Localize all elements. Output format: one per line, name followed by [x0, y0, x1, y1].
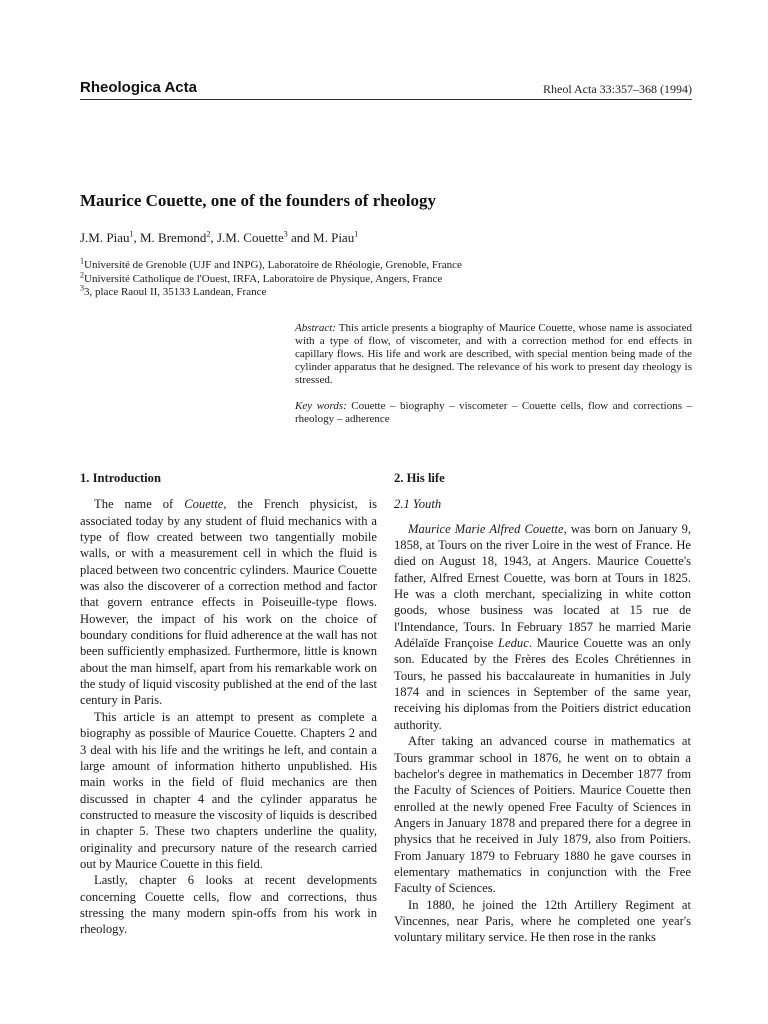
paragraph-text: . Maurice Couette was an only son. Educated by the Frères des Ecoles Chrétiennes in Tours, he passed his baccalaureate in humanities in July 1874 and in sciences in September of the same year, receiving his diplomas from the Poitiers district education authority. [394, 636, 691, 732]
paragraph [394, 521, 691, 733]
emphasis-text: Maurice Marie Alfred Couette [408, 521, 564, 536]
subsection-heading-youth: 2.1 Youth [394, 497, 442, 512]
affiliation-text: Université de Grenoble (UJF and INPG), Laboratoire de Rhéologie, Grenoble, France [84, 259, 462, 271]
author-separator: , [133, 230, 140, 245]
keywords [295, 400, 692, 426]
paragraph [80, 496, 377, 708]
affiliation-text: Université Catholique de l'Ouest, IRFA, Laboratoire de Physique, Angers, France [84, 272, 443, 285]
left-column [80, 470, 377, 938]
author-name: J.M. Piau [80, 230, 130, 245]
paragraph-text: , the French physicist, is associated today by any student of fluid mechanics with a type of flow created between two tangentially mobile walls, or with a measurement cell in which the fluid is placed between two concentric cylinders. Maurice Couette was also the discoverer of a correction method and factor that govern entrance effects in Poiseuille-type flows. However, the impact of his work on the choice of boundary conditions for fluid adherence at the wall has not been sufficiently emphasized. Furthermore, little is known about the man himself, apart from his remarkable work on the study of liquid viscosity published at the end of the last century in Paris. [80, 497, 377, 708]
affiliation-mark: 1 [129, 229, 134, 239]
paragraph: In 1880, he joined the 12th Artillery Regiment at Vincennes, near Paris, where he completed one year's voluntary military service. He then rose in the ranks [394, 897, 691, 945]
article-title: Maurice Couette, one of the founders of rheology [80, 191, 436, 210]
abstract [295, 322, 692, 387]
affiliation [80, 269, 462, 287]
section-heading-introduction: 1. Introduction [80, 471, 161, 485]
author-name: M. Bremond [139, 230, 207, 245]
affiliation-mark: 2 [80, 269, 84, 279]
affiliation [80, 256, 462, 273]
emphasis-text: Leduc [498, 636, 529, 651]
affiliation-mark: 2 [206, 229, 211, 239]
author-name: M. Piau [313, 230, 355, 245]
journal-name: Rheologica Acta [80, 79, 197, 96]
abstract-label: Abstract: [295, 322, 336, 334]
affiliation-mark: 3 [283, 229, 288, 239]
author-conjunction: and [287, 230, 314, 245]
author-separator: , [210, 230, 217, 245]
abstract-text: This article presents a biography of Maurice Couette, whose name is associated with a type of flow, of viscometer, and with a correction method for end effects in capillary flows. His life and work are described, with special mention being made of the cylinder apparatus that he designed. The relevance of his work to present day rheology is stressed. [295, 322, 692, 386]
affiliation-mark: 3 [80, 283, 84, 293]
paragraph: This article is an attempt to present as complete a biography as possible of Maurice Couette. Chapters 2 and 3 deal with his life and the writings he left, and contain a large amount of information hitherto unpublished. His main works in the field of fluid mechanics are then discussed in chapter 4 and the cylinder apparatus he constructed to measure the viscosity of liquids is described in chapter 5. These two chapters underline the quality, originality and precursory nature of the research carried out by Maurice Couette in this field. [80, 709, 377, 871]
paragraph-text: , was born on January 9, 1858, at Tours on the river Loire in the west of France. He died on August 18, 1943, at Angers. Maurice Couette's father, Alfred Ernest Couette, was born at Tours in 1825. He was a cloth merchant, specializing in white cotton goods, whose business was located at 15 rue de l'Intendance, Tours. In February 1857 he married Marie Adélaïde Françoise [394, 521, 692, 651]
paragraph-text: The name of [94, 497, 185, 512]
keywords-label: Key words: [295, 400, 347, 412]
affiliation-list [80, 256, 462, 300]
right-column [394, 470, 691, 946]
author-list [80, 230, 358, 246]
header-rule [80, 99, 692, 100]
affiliation-mark: 1 [354, 229, 359, 239]
section-heading-his-life: 2. His life [394, 471, 445, 485]
affiliation-text: 3, place Raoul II, 35133 Landean, France [84, 286, 267, 298]
author-name: J.M. Couette [216, 230, 284, 245]
paragraph: Lastly, chapter 6 looks at recent developments concerning Couette cells, flow and corrections, thus stressing the many modern spin-offs from his work in rheology. [80, 873, 377, 937]
journal-citation: Rheol Acta 33:357–368 (1994) [543, 82, 692, 96]
abstract-block [295, 322, 692, 426]
paragraph: After taking an advanced course in mathematics at Tours grammar school in 1876, he went on to obtain a bachelor's degree in mathematics in December 1877 from the Faculty of Sciences of Poitiers. Maurice Couette then enrolled at the newly opened Free Faculty of Sciences in Angers in January 1878 and prepared there for a degree in physics that he received in July 1879, also from Poitiers. From January 1879 to February 1880 he gave courses in elementary mathematics in conjunction with the Free Faculty of Sciences. [394, 734, 691, 896]
affiliation-mark: 1 [80, 256, 84, 266]
emphasis-text: Couette [184, 497, 224, 512]
affiliation [80, 283, 462, 300]
keywords-text: Couette – biography – viscometer – Couette cells, flow and corrections – rheology – adherence [295, 400, 692, 425]
